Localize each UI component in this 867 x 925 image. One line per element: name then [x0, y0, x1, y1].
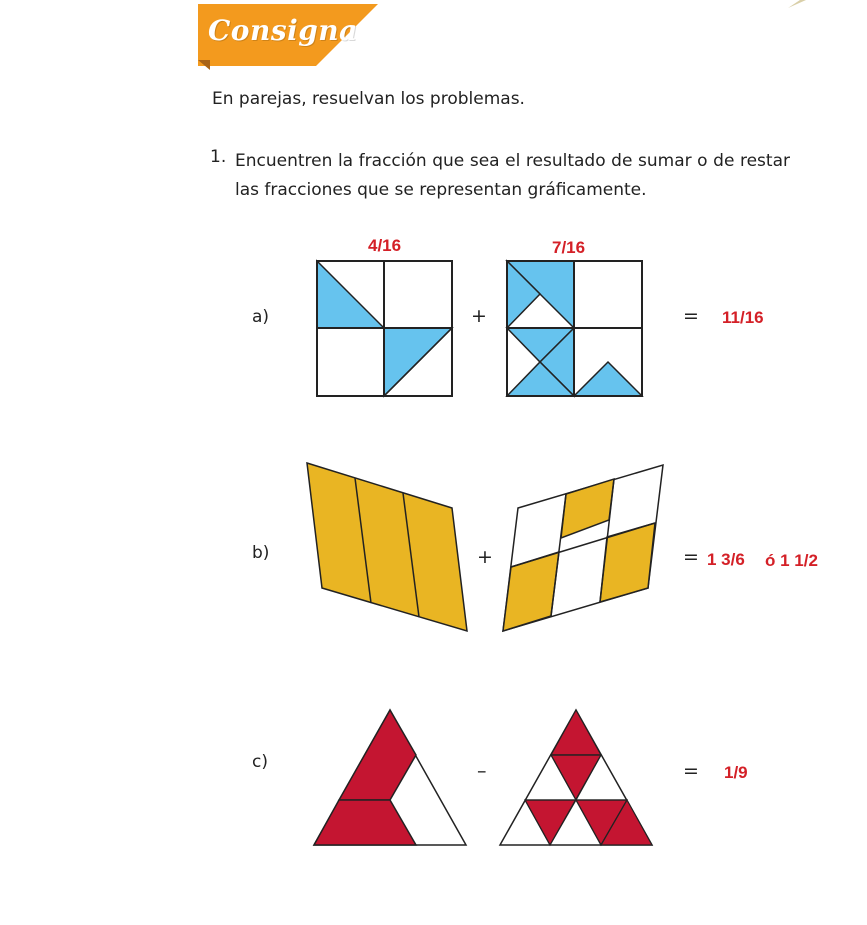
item-a-fig1-answer: 4/16	[368, 236, 402, 255]
instructions-text: En parejas, resuelvan los problemas.	[212, 89, 525, 109]
item-c-figure-1	[312, 708, 470, 848]
item-c-figure-2	[498, 708, 656, 848]
item-a-label: a)	[252, 307, 270, 327]
blue-triangle	[317, 261, 384, 328]
item-a-figure-2	[506, 260, 646, 398]
item-b-label: b)	[252, 543, 270, 563]
item-a-result: 11/16	[722, 308, 764, 327]
item-b-figure-2	[496, 458, 671, 638]
question-text: Encuentren la fracción que sea el resultado de sumar o de restar las fracciones que se representan gráficamente.	[235, 151, 790, 200]
item-b-figure-1	[300, 458, 475, 638]
yellow-parallelogram	[307, 463, 467, 631]
item-a-figure-1	[316, 260, 456, 398]
item-c-result: 1/9	[724, 763, 748, 782]
item-b-result: 1 3/6	[707, 550, 745, 569]
item-b-operator: +	[477, 546, 493, 568]
page-corner-decoration	[786, 0, 816, 10]
item-c-operator: –	[477, 760, 487, 782]
item-c-label: c)	[252, 752, 268, 772]
question-number: 1.	[210, 147, 227, 167]
banner-label: Consigna	[208, 14, 358, 47]
item-a-operator: +	[471, 305, 487, 327]
blue-triangle	[574, 362, 642, 396]
item-b-equals: =	[683, 546, 699, 568]
item-a-equals: =	[683, 305, 699, 327]
item-c-equals: =	[683, 760, 699, 782]
item-b-result-alt: ó 1 1/2	[765, 551, 818, 570]
red-triangle	[551, 710, 601, 755]
item-a-fig2-answer: 7/16	[552, 238, 586, 257]
